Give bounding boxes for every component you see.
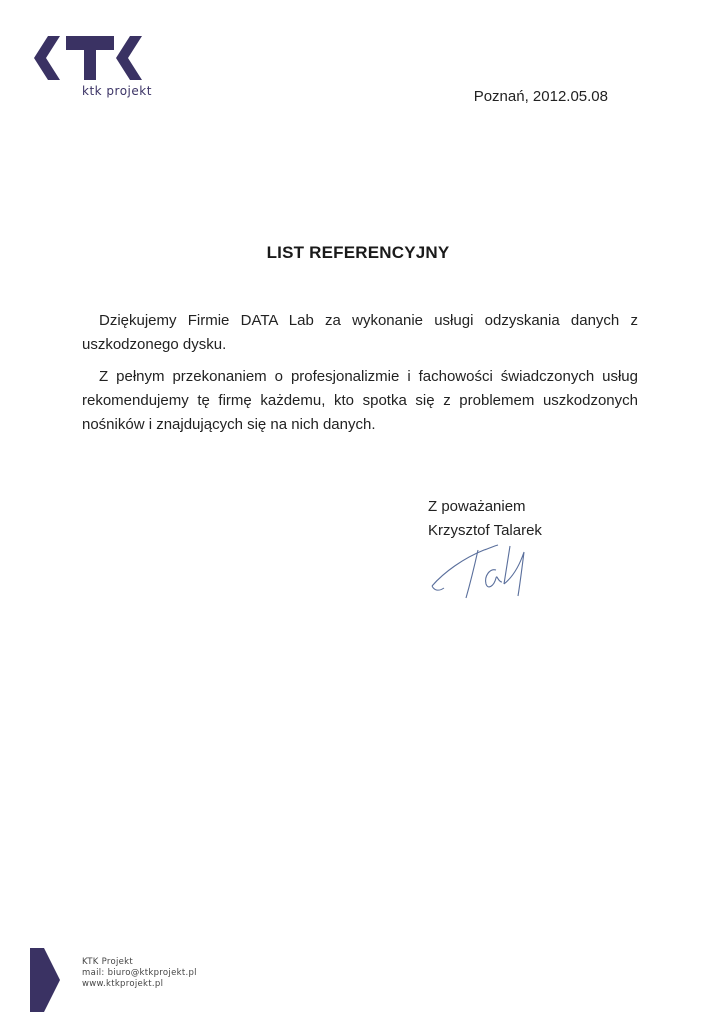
logo-text: ktk projekt: [82, 84, 152, 98]
footer-mail: mail: biuro@ktkprojekt.pl: [82, 968, 197, 978]
signer-name: Krzysztof Talarek: [428, 522, 542, 539]
company-logo: [30, 32, 160, 102]
footer-chevron-icon: [30, 948, 60, 1012]
salutation: Z poważaniem: [428, 498, 526, 515]
ktk-logo-icon: [30, 32, 150, 84]
footer-contact: [82, 957, 197, 990]
letter-date: Poznań, 2012.05.08: [473, 88, 608, 105]
letter-body: [82, 309, 638, 445]
handwritten-signature: [424, 528, 544, 608]
paragraph: Dziękujemy Firmie DATA Lab za wykonanie usługi odzyskania danych z uszkodzonego dysku.: [82, 312, 638, 353]
document-title: LIST REFERENCYJNY: [266, 243, 450, 262]
footer-www: www.ktkprojekt.pl: [82, 979, 164, 989]
footer-company: KTK Projekt: [82, 957, 134, 967]
paragraph: Z pełnym przekonaniem o profesjonalizmie i fachowości świadczonych usług rekomendujemy tę firmę każdemu, kto spotka się z problemem uszkodzonych nośników i znajdujących się na nich danych.: [82, 368, 638, 433]
